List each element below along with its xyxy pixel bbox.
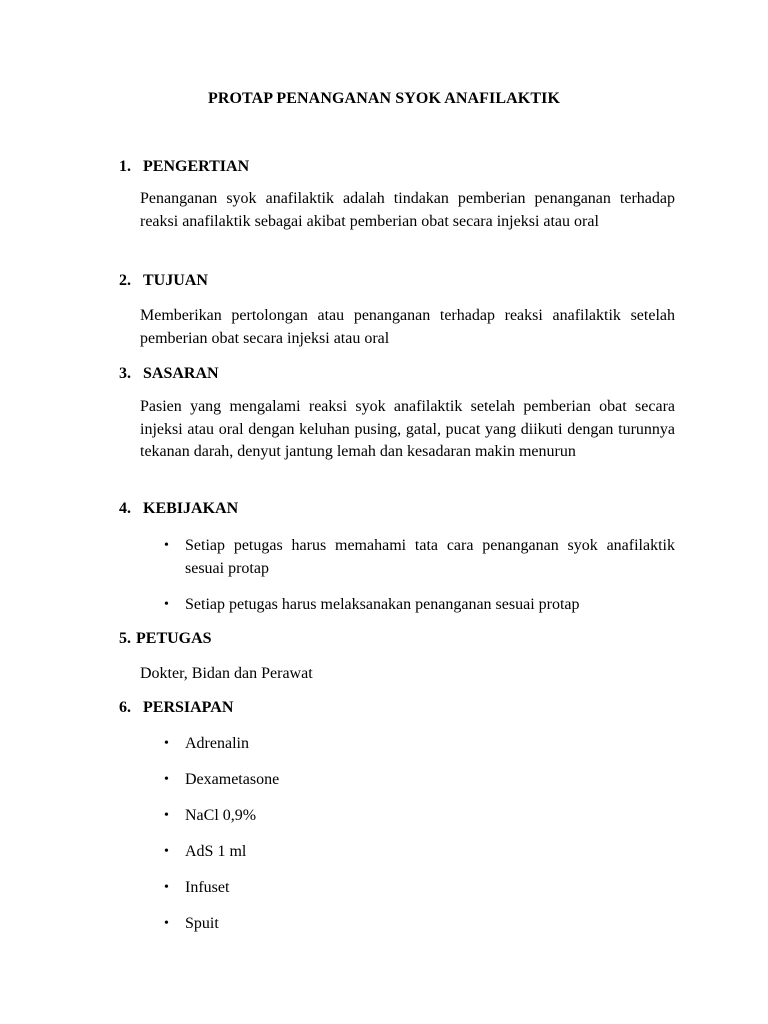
list-item bbox=[164, 535, 675, 580]
section-number: 4. bbox=[119, 500, 131, 517]
section-heading-persiapan bbox=[119, 698, 233, 718]
section-title: PETUGAS bbox=[136, 630, 212, 647]
bullet-icon: • bbox=[164, 916, 169, 931]
section-text-pengertian: Penanganan syok anafilaktik adalah tindakan pemberian penanganan terhadap reaksi anafilaktik sebagai akibat pemberian obat secara injeksi atau oral bbox=[140, 190, 675, 230]
bullet-icon: • bbox=[164, 844, 169, 859]
list-item-text: Setiap petugas harus memahami tata cara penanganan syok anafilaktik sesuai protap bbox=[185, 537, 675, 577]
section-number: 2. bbox=[119, 272, 131, 289]
section-number: 5. bbox=[119, 630, 131, 647]
list-item-text: NaCl 0,9% bbox=[185, 807, 257, 824]
list-item-text: Adrenalin bbox=[185, 735, 249, 752]
bullet-icon: • bbox=[164, 772, 169, 787]
list-item bbox=[164, 594, 675, 617]
bullet-icon: • bbox=[164, 538, 169, 553]
list-item-text: AdS 1 ml bbox=[185, 843, 247, 860]
section-heading-petugas bbox=[119, 629, 212, 649]
list-item bbox=[164, 913, 675, 936]
list-item-text: Infuset bbox=[185, 879, 230, 896]
section-title: KEBIJAKAN bbox=[143, 500, 239, 517]
bullet-icon: • bbox=[164, 736, 169, 751]
section-heading-kebijakan bbox=[119, 499, 238, 519]
list-item bbox=[164, 841, 675, 864]
section-number: 3. bbox=[119, 365, 131, 382]
section-number: 1. bbox=[119, 158, 131, 175]
bullet-icon: • bbox=[164, 808, 169, 823]
list-item bbox=[164, 805, 675, 828]
list-item bbox=[164, 877, 675, 900]
list-item-text: Spuit bbox=[185, 915, 219, 932]
list-item-text: Setiap petugas harus melaksanakan penanganan sesuai protap bbox=[185, 596, 580, 613]
section-title: TUJUAN bbox=[143, 272, 208, 289]
section-heading-pengertian bbox=[119, 157, 249, 177]
list-item bbox=[164, 733, 675, 756]
section-text-tujuan: Memberikan pertolongan atau penanganan terhadap reaksi anafilaktik setelah pemberian obat secara injeksi atau oral bbox=[140, 307, 675, 347]
list-item bbox=[164, 769, 675, 792]
bullet-icon: • bbox=[164, 597, 169, 612]
section-heading-tujuan bbox=[119, 271, 208, 291]
section-text-sasaran: Pasien yang mengalami reaksi syok anafilaktik setelah pemberian obat secara injeksi atau oral dengan keluhan pusing, gatal, pucat yang diikuti dengan turunnya tekanan darah, denyut jantung lemah dan kesadaran makin menurun bbox=[140, 398, 675, 460]
section-title: PENGERTIAN bbox=[143, 158, 250, 175]
section-title: SASARAN bbox=[143, 365, 219, 382]
bullet-icon: • bbox=[164, 880, 169, 895]
document-title: PROTAP PENANGANAN SYOK ANAFILAKTIK bbox=[207, 90, 561, 107]
section-text-petugas: Dokter, Bidan dan Perawat bbox=[140, 665, 313, 682]
list-item-text: Dexametasone bbox=[185, 771, 280, 788]
section-number: 6. bbox=[119, 699, 131, 716]
section-heading-sasaran bbox=[119, 364, 219, 384]
section-title: PERSIAPAN bbox=[143, 699, 234, 716]
